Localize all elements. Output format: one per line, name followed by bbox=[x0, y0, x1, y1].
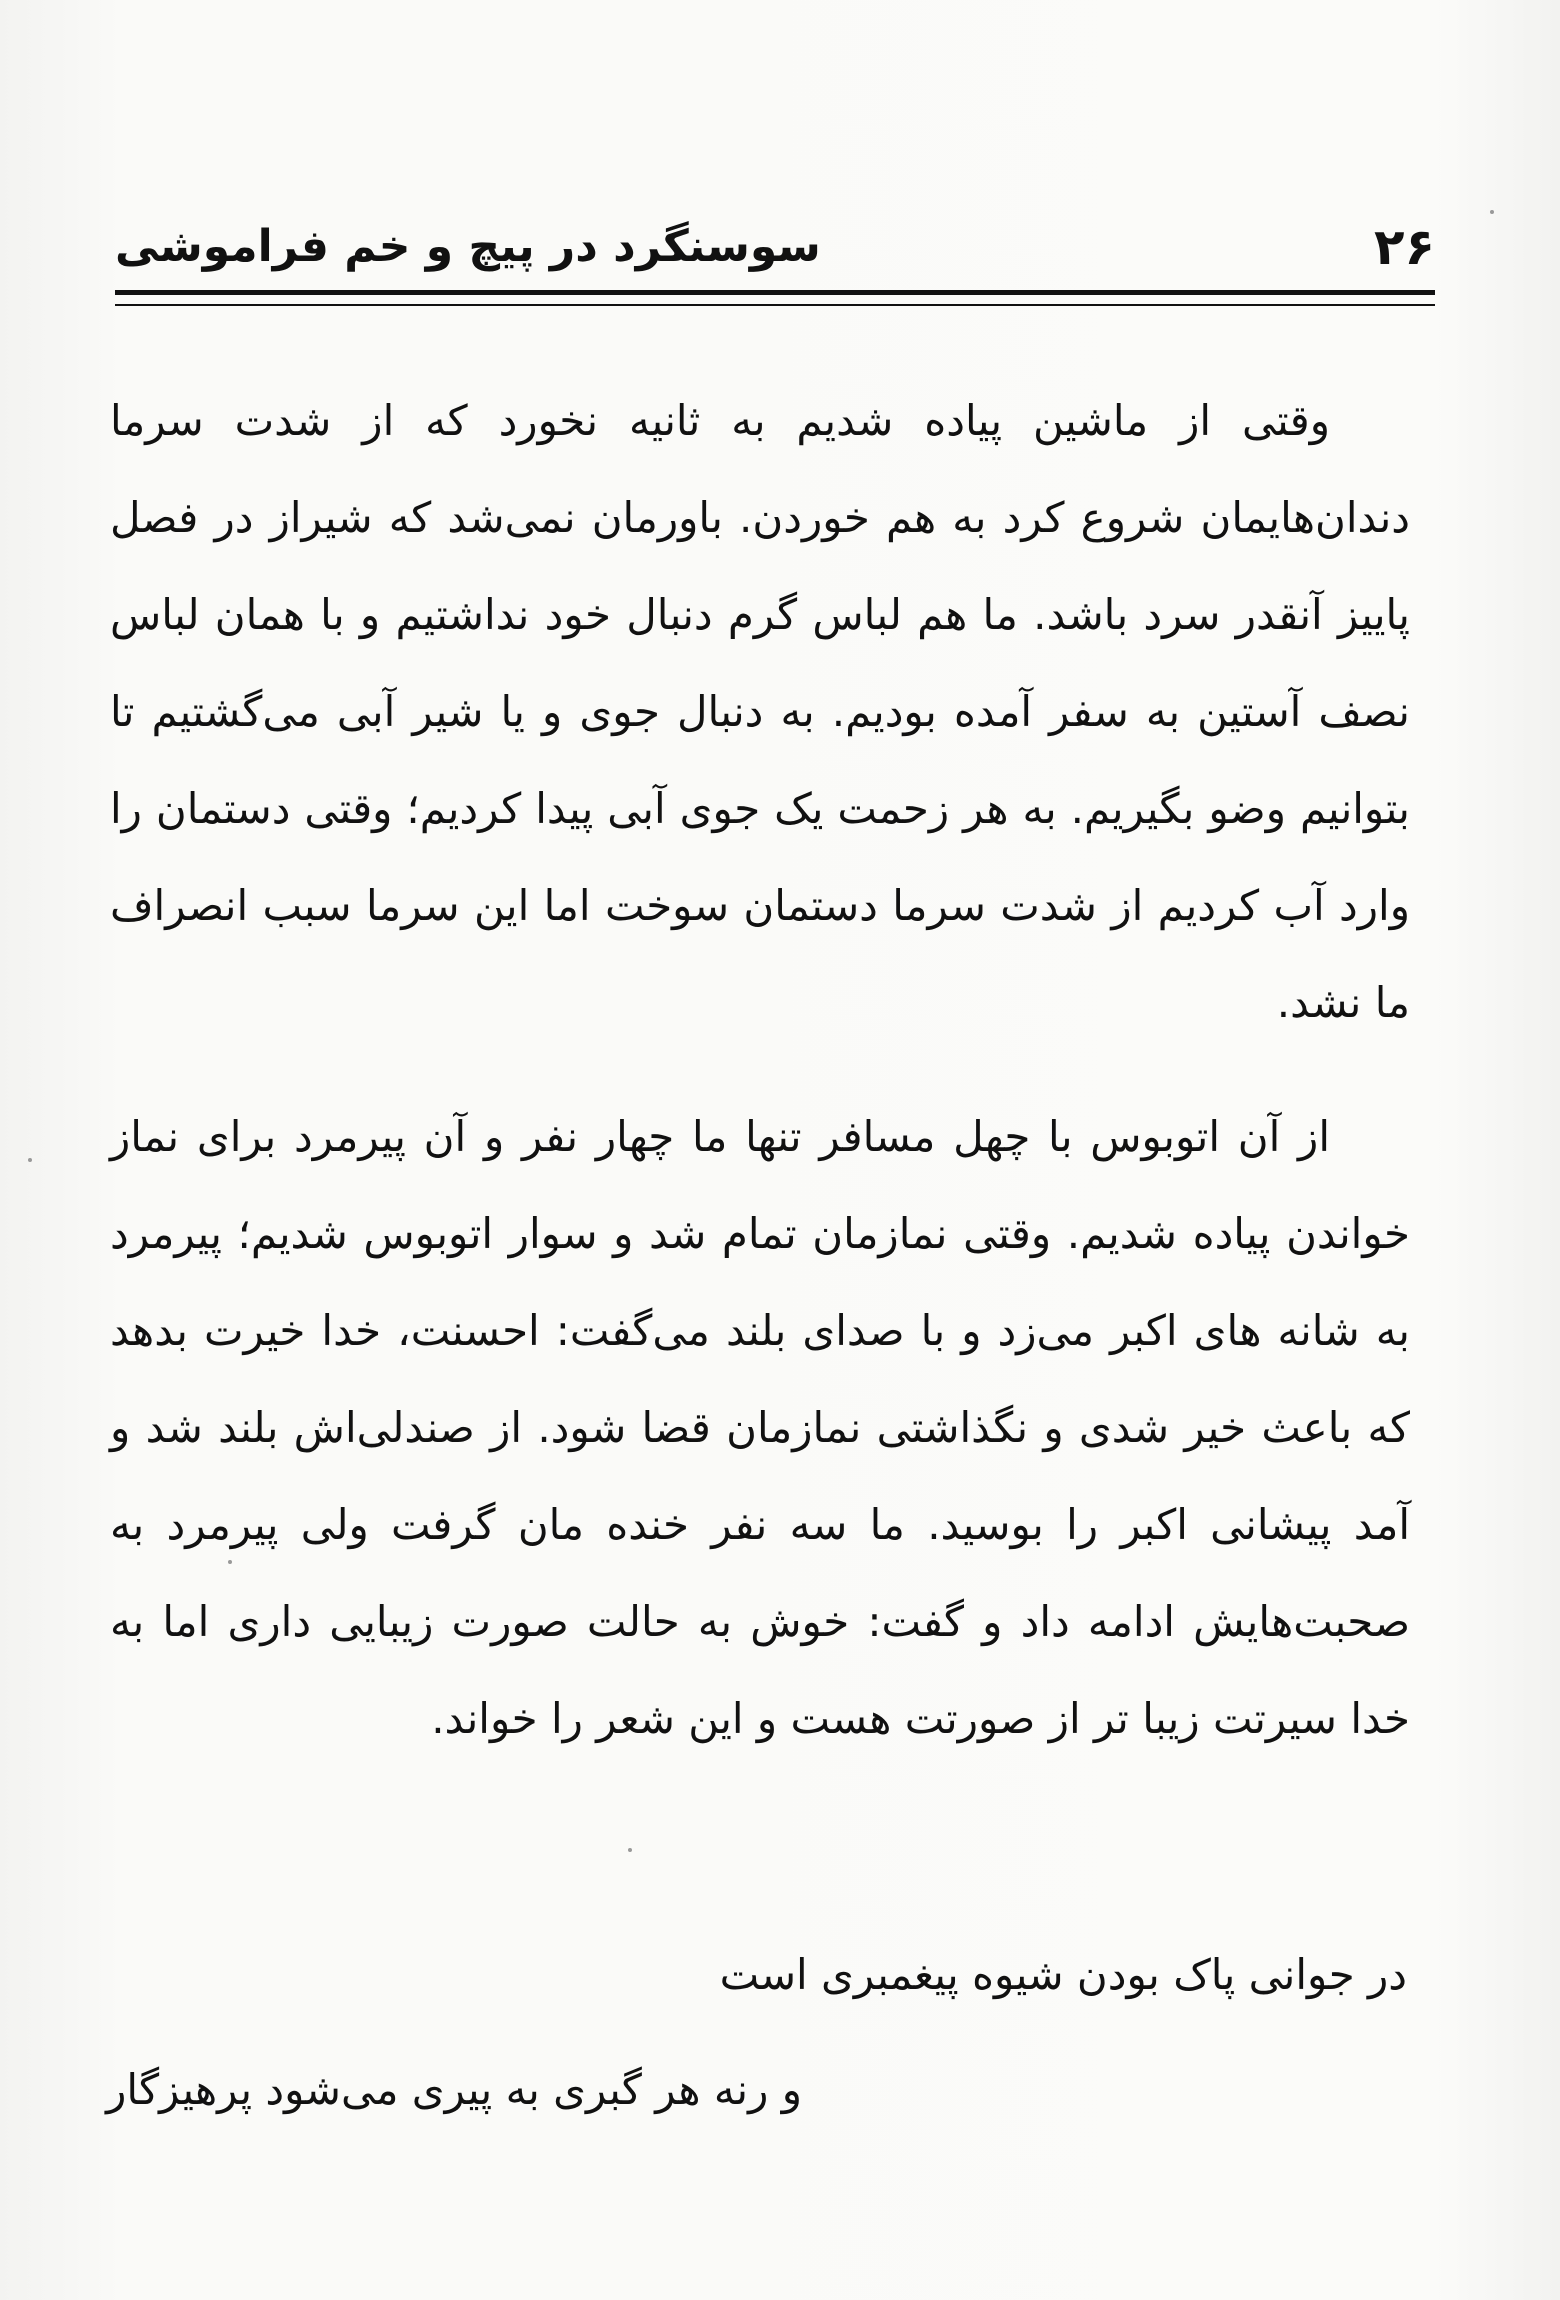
paper-speck bbox=[28, 1158, 32, 1162]
running-title: سوسنگرد در پیچ و خم فراموشی bbox=[115, 221, 821, 272]
poem-line-2: و رنه هر گبری به پیری می‌شود پرهیزگار bbox=[106, 2065, 802, 2114]
page-number: ۲۶ bbox=[1373, 218, 1435, 276]
poem-line-1: در جوانی پاک بودن شیوه پیغمبری است bbox=[719, 1950, 1407, 1999]
page-header bbox=[115, 212, 1435, 282]
paper-speck bbox=[628, 1848, 632, 1852]
paper-speck bbox=[1490, 210, 1494, 214]
header-rule-thick bbox=[115, 290, 1435, 295]
header-rule-thin bbox=[115, 304, 1435, 306]
paragraph-1: وقتی از ماشین پیاده شدیم به ثانیه نخورد که از شدت سرما دندان‌هایمان شروع کرد به هم خوردن. باورمان نمی‌شد که شیراز در فصل پاییز آنقدر سرد باشد. ما هم لباس گرم دنبال خود نداشتیم و با همان لباس نصف آستین به سفر آمده بودیم. به دنبال جوی و یا شیر آبی می‌گشتیم تا بتوانیم وضو بگیریم. به هر زحمت یک جوی آبی پیدا کردیم؛ وقتی دستمان را وارد آب کردیم از شدت سرما دستمان سوخت اما این سرما سبب انصراف ما نشد. bbox=[110, 396, 1410, 1027]
paragraph-2: از آن اتوبوس با چهل مسافر تنها ما چهار نفر و آن پیرمرد برای نماز خواندن پیاده شدیم. وقتی نمازمان تمام شد و سوار اتوبوس شدیم؛ پیرمرد به شانه های اکبر می‌زد و با صدای بلند می‌گفت: احسنت، خدا خیرت بدهد که باعث خیر شدی و نگذاشتی نمازمان قضا شود. از صندلی‌اش بلند شد و آمد پیشانی اکبر را بوسید. ما سه نفر خنده مان گرفت ولی پیرمرد به صحبت‌هایش ادامه داد و گفت: خوش به حالت صورت زیبایی داری اما به خدا سیرتت زیبا تر از صورتت هست و این شعر را خواند. bbox=[110, 1112, 1410, 1743]
paper-speck bbox=[228, 1560, 232, 1564]
